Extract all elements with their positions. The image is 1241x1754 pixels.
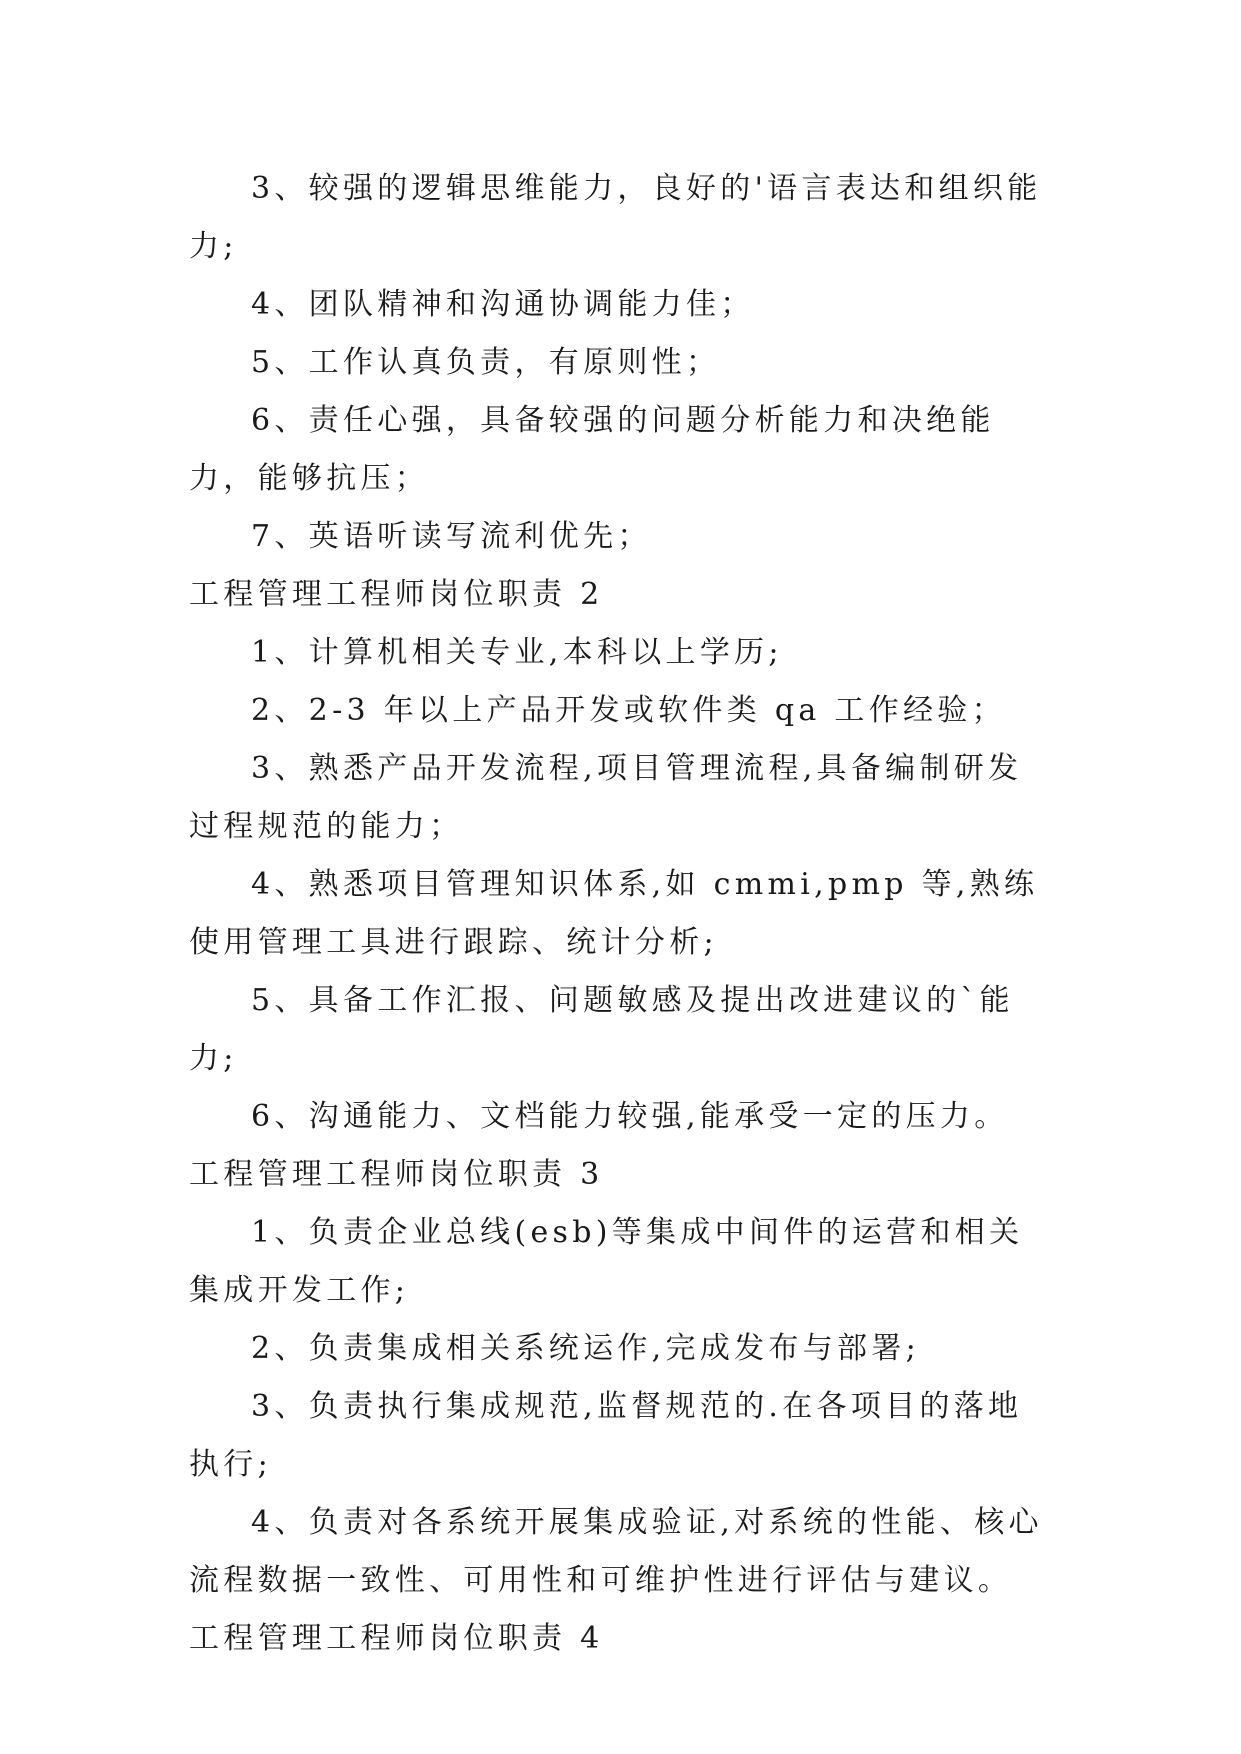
list-item: 7、英语听读写流利优先； <box>251 519 652 554</box>
list-item: 1、负责企业总线(esb)等集成中间件的运营和相关集成开发工作; <box>189 1215 1024 1308</box>
list-item: 6、沟通能力、文档能力较强,能承受一定的压力。 <box>251 1099 1009 1134</box>
document-body <box>189 160 1051 1668</box>
list-item: 5、具备工作汇报、问题敏感及提出改进建议的`能力; <box>189 983 1014 1076</box>
list-item: 2、负责集成相关系统运作,完成发布与部署; <box>251 1331 921 1366</box>
list-item: 4、熟悉项目管理知识体系,如 cmmi,pmp 等,熟练使用管理工具进行跟踪、统计分析; <box>189 867 1039 960</box>
list-item: 4、团队精神和沟通协调能力佳； <box>251 287 755 322</box>
list-item: 6、责任心强，具备较强的问题分析能力和决绝能力，能够抗压； <box>189 403 995 496</box>
section-heading: 工程管理工程师岗位职责 2 <box>189 577 604 612</box>
list-item: 3、熟悉产品开发流程,项目管理流程,具备编制研发过程规范的能力； <box>189 751 1023 844</box>
section-heading: 工程管理工程师岗位职责 3 <box>189 1157 604 1192</box>
list-item: 1、计算机相关专业,本科以上学历; <box>251 635 783 670</box>
list-item: 2、2-3 年以上产品开发或软件类 qa 工作经验； <box>251 693 1006 728</box>
list-item: 5、工作认真负责，有原则性； <box>251 345 721 380</box>
list-item: 4、负责对各系统开展集成验证,对系统的性能、核心流程数据一致性、可用性和可维护性进行评估与建议。 <box>189 1505 1043 1598</box>
list-item: 3、较强的逻辑思维能力，良好的'语言表达和组织能力; <box>189 171 1042 264</box>
section-heading: 工程管理工程师岗位职责 4 <box>189 1621 604 1656</box>
list-item: 3、负责执行集成规范,监督规范的.在各项目的落地执行; <box>189 1389 1023 1482</box>
